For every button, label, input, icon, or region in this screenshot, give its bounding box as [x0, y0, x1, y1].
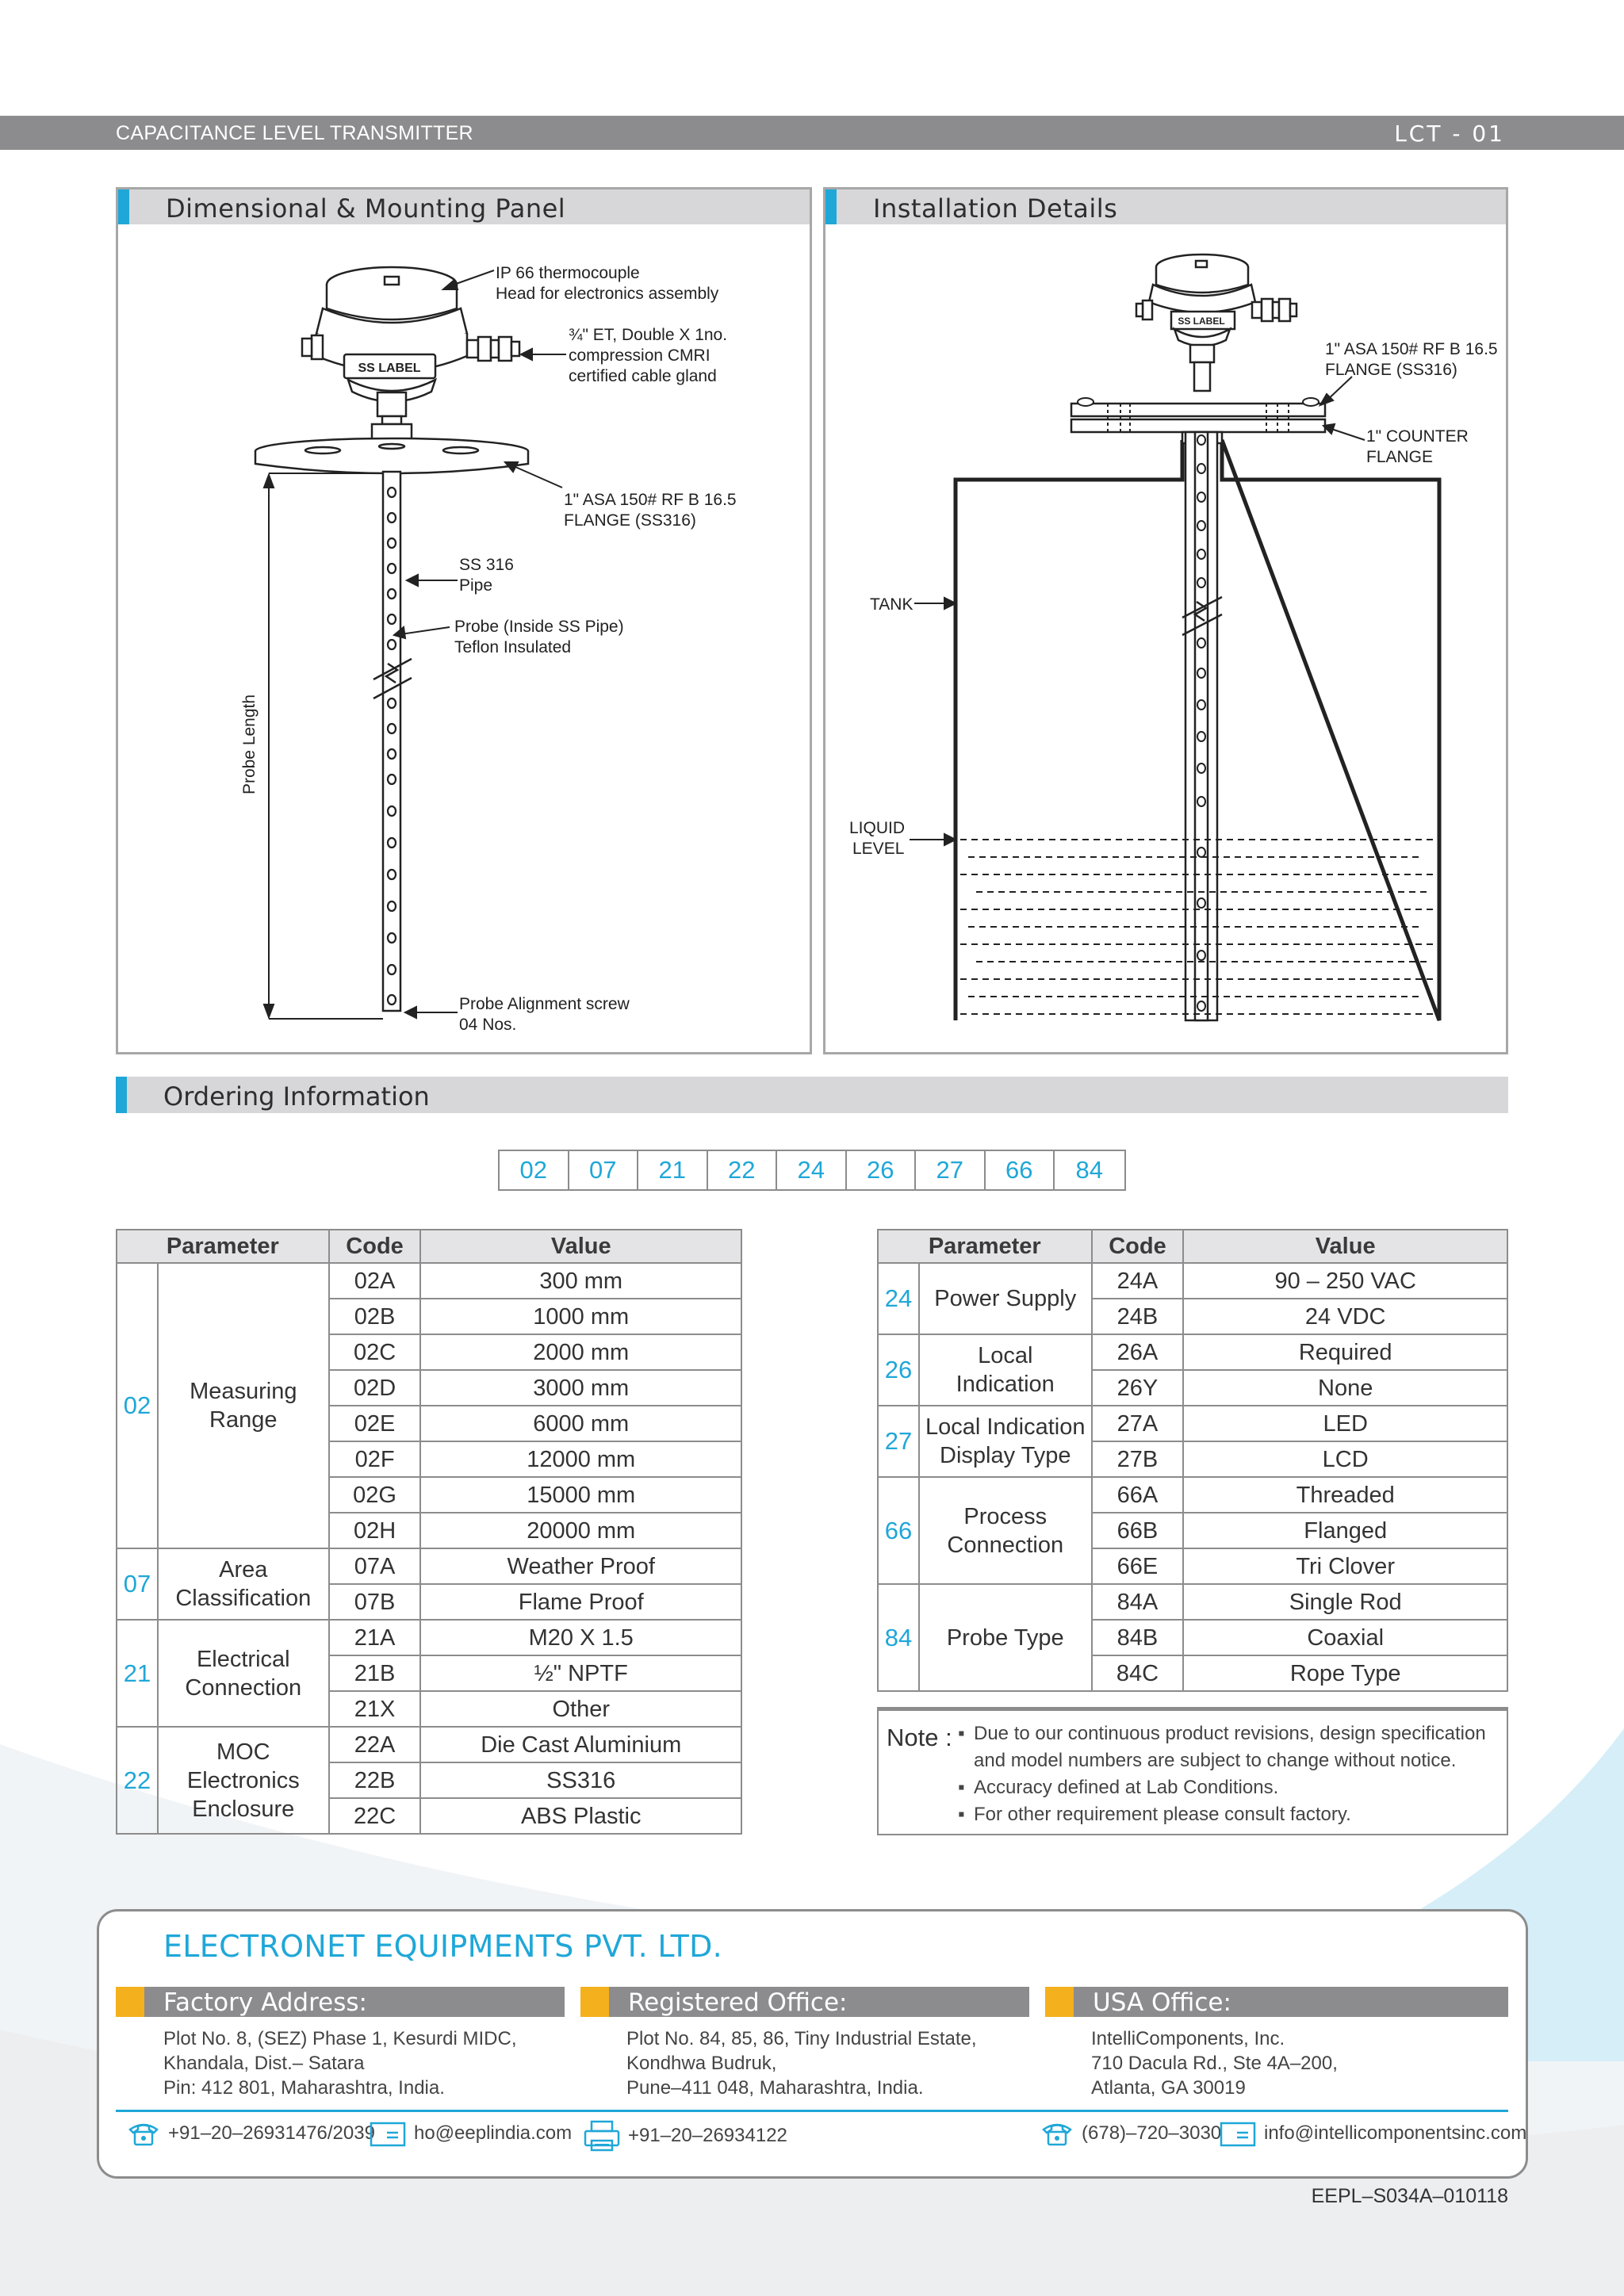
parameter-cell: Local Indication Display Type [919, 1406, 1092, 1477]
group-number: 24 [878, 1263, 919, 1334]
value-cell: Flanged [1183, 1513, 1507, 1548]
note-item: ▪ For other requirement please consult factory. [958, 1804, 1351, 1825]
value-cell: Required [1183, 1334, 1507, 1370]
parameter-cell: Power Supply [919, 1263, 1092, 1334]
table-row [878, 1263, 1507, 1299]
value-cell: Other [420, 1691, 741, 1727]
callout-liquid-2: LEVEL [852, 840, 905, 858]
value-cell: Threaded [1183, 1477, 1507, 1513]
code-cell: 07B [329, 1584, 421, 1620]
usa-email[interactable]: info@intellicomponentsinc.com [1220, 2120, 1526, 2147]
group-number: 07 [117, 1548, 158, 1620]
header-parameter: Parameter [117, 1230, 329, 1263]
note-label: Note : [887, 1724, 952, 1751]
code-cell: 02E [329, 1406, 421, 1441]
callout-tank: TANK [870, 595, 914, 614]
code-cell: 66A [1092, 1477, 1184, 1513]
document-code: EEPL–S034A–010118 [1311, 2185, 1508, 2207]
email-icon [370, 2120, 406, 2147]
factory-address: Plot No. 8, (SEZ) Phase 1, Kesurdi MIDC, Khandala, Dist.– Satara Pin: 412 801, Maharashtra, India. [163, 2028, 517, 2099]
callout-gland-3: certified cable gland [569, 367, 717, 385]
code-cell: 21X [329, 1691, 421, 1727]
callout-counter-2: FLANGE [1366, 448, 1434, 466]
value-cell: 20000 mm [420, 1513, 741, 1548]
probe-length-label: Probe Length [240, 694, 259, 795]
value-cell: 3000 mm [420, 1370, 741, 1406]
table-row [878, 1334, 1507, 1370]
group-number: 21 [117, 1620, 158, 1727]
value-cell: 15000 mm [420, 1477, 741, 1513]
parameter-cell: MOC Electronics Enclosure [158, 1727, 329, 1834]
value-cell: 24 VDC [1183, 1299, 1507, 1334]
callout-screw-2: 04 Nos. [459, 1016, 517, 1034]
code-cell: 21 [638, 1151, 708, 1189]
ordering-table-right [877, 1229, 1508, 1692]
doc-title: CAPACITANCE LEVEL TRANSMITTER [116, 122, 473, 144]
note-item-cont: and model numbers are subject to change without notice. [974, 1750, 1457, 1771]
value-cell: Die Cast Aluminium [420, 1727, 741, 1762]
callout-gland-1: ¾" ET, Double X 1no. [569, 326, 728, 344]
header-bar [0, 116, 1624, 150]
factory-address-header: Factory Address: [116, 1987, 565, 2017]
code-cell: 24 [777, 1151, 847, 1189]
header-code: Code [1092, 1230, 1184, 1263]
code-cell: 02C [329, 1334, 421, 1370]
company-name: ELECTRONET EQUIPMENTS PVT. LTD. [163, 1929, 723, 1964]
value-cell: 12000 mm [420, 1441, 741, 1477]
value-cell: 2000 mm [420, 1334, 741, 1370]
table-row [117, 1727, 741, 1762]
code-cell: 66B [1092, 1513, 1184, 1548]
callout-counter-1: 1" COUNTER [1366, 427, 1469, 446]
note-list [958, 1720, 1486, 1828]
callout-screw-1: Probe Alignment screw [459, 995, 630, 1013]
code-cell: 22A [329, 1727, 421, 1762]
code-cell: 66 [986, 1151, 1055, 1189]
registered-office-header: Registered Office: [580, 1987, 1029, 2017]
value-cell: LED [1183, 1406, 1507, 1441]
callout-flange-2: FLANGE (SS316) [564, 511, 696, 530]
phone-icon [1040, 2120, 1074, 2147]
registered-address: Plot No. 84, 85, 86, Tiny Industrial Estate, Kondhwa Budruk, Pune–411 048, Maharashtra, India. [626, 2028, 977, 2099]
value-cell: Weather Proof [420, 1548, 741, 1584]
factory-phone: +91–20–26931476/2039 [127, 2120, 375, 2147]
ordering-header [116, 1077, 1508, 1113]
value-cell: ½" NPTF [420, 1655, 741, 1691]
group-number: 84 [878, 1584, 919, 1691]
code-cell: 84C [1092, 1655, 1184, 1691]
callout-flange-1: 1" ASA 150# RF B 16.5 [564, 491, 737, 509]
factory-email[interactable]: ho@eeplindia.com [370, 2120, 572, 2147]
footer-divider [116, 2110, 1508, 2112]
note-item: ▪ Accuracy defined at Lab Conditions. [958, 1777, 1279, 1798]
note-box [877, 1707, 1508, 1835]
group-number: 27 [878, 1406, 919, 1477]
header-value: Value [1183, 1230, 1507, 1263]
ss-label-text: SS LABEL [1178, 316, 1225, 327]
table-row [117, 1548, 741, 1584]
value-cell: ABS Plastic [420, 1798, 741, 1834]
parameter-cell: Area Classification [158, 1548, 329, 1620]
code-cell: 66E [1092, 1548, 1184, 1584]
code-cell: 02D [329, 1370, 421, 1406]
code-cell: 02F [329, 1441, 421, 1477]
parameter-cell: Probe Type [919, 1584, 1092, 1691]
header-code: Code [329, 1230, 421, 1263]
code-cell: 02 [500, 1151, 569, 1189]
code-cell: 02G [329, 1477, 421, 1513]
dimensional-panel [116, 187, 812, 1054]
value-cell: Rope Type [1183, 1655, 1507, 1691]
parameter-cell: Electrical Connection [158, 1620, 329, 1727]
callout-pipe-1: SS 316 [459, 556, 514, 574]
group-number: 66 [878, 1477, 919, 1584]
code-cell: 21A [329, 1620, 421, 1655]
table-row [878, 1584, 1507, 1620]
ss-label-text: SS LABEL [358, 362, 421, 375]
table-row [117, 1620, 741, 1655]
code-cell: 26A [1092, 1334, 1184, 1370]
code-cell: 84B [1092, 1620, 1184, 1655]
callout-probe-1: Probe (Inside SS Pipe) [454, 618, 624, 636]
callout-head-2: Head for electronics assembly [496, 285, 719, 303]
probe-drawing [118, 189, 810, 1052]
code-cell: 07 [569, 1151, 639, 1189]
value-cell: 300 mm [420, 1263, 741, 1299]
header-value: Value [420, 1230, 741, 1263]
ordering-table-left [116, 1229, 742, 1835]
usa-address: IntelliComponents, Inc. 710 Dacula Rd., Ste 4A–200, Atlanta, GA 30019 [1091, 2028, 1338, 2099]
code-cell: 02A [329, 1263, 421, 1299]
code-cell: 22C [329, 1798, 421, 1834]
callout-liquid-1: LIQUID [849, 819, 906, 837]
doc-code-header: LCT - 01 [1394, 121, 1505, 147]
code-cell: 27A [1092, 1406, 1184, 1441]
parameter-cell: Measuring Range [158, 1263, 329, 1548]
value-cell: M20 X 1.5 [420, 1620, 741, 1655]
group-number: 26 [878, 1334, 919, 1406]
email-icon [1220, 2120, 1256, 2147]
usa-phone: (678)–720–3030 [1040, 2120, 1221, 2147]
parameter-cell: Process Connection [919, 1477, 1092, 1584]
table-row [117, 1263, 741, 1299]
callout-flange-2: FLANGE (SS316) [1325, 361, 1457, 379]
code-cell: 26 [847, 1151, 917, 1189]
phone-icon [127, 2120, 160, 2147]
value-cell: 1000 mm [420, 1299, 741, 1334]
code-cell: 27 [916, 1151, 986, 1189]
group-number: 22 [117, 1727, 158, 1834]
code-cell: 07A [329, 1548, 421, 1584]
code-cell: 84A [1092, 1584, 1184, 1620]
value-cell: Single Rod [1183, 1584, 1507, 1620]
usa-office-header: USA Office: [1045, 1987, 1508, 2017]
value-cell: Coaxial [1183, 1620, 1507, 1655]
value-cell: 6000 mm [420, 1406, 741, 1441]
installation-panel [823, 187, 1508, 1054]
code-cell: 22 [708, 1151, 778, 1189]
table-row [878, 1406, 1507, 1441]
value-cell: Tri Clover [1183, 1548, 1507, 1584]
header-parameter: Parameter [878, 1230, 1092, 1263]
code-cell: 02H [329, 1513, 421, 1548]
panel-title: Installation Details [873, 193, 1118, 224]
registered-fax: +91–20–26934122 [584, 2120, 787, 2152]
callout-gland-2: compression CMRI [569, 346, 710, 365]
group-number: 02 [117, 1263, 158, 1548]
model-code-strip [498, 1150, 1126, 1191]
callout-head-1: IP 66 thermocouple [496, 264, 640, 282]
callout-probe-2: Teflon Insulated [454, 638, 572, 656]
value-cell: LCD [1183, 1441, 1507, 1477]
tank-drawing [825, 189, 1506, 1052]
code-cell: 26Y [1092, 1370, 1184, 1406]
code-cell: 02B [329, 1299, 421, 1334]
value-cell: SS316 [420, 1762, 741, 1798]
value-cell: None [1183, 1370, 1507, 1406]
code-cell: 27B [1092, 1441, 1184, 1477]
section-title: Ordering Information [163, 1081, 430, 1112]
code-cell: 84 [1075, 1156, 1103, 1184]
table-header-row [117, 1230, 741, 1263]
callout-pipe-2: Pipe [459, 576, 493, 595]
code-cell: 24B [1092, 1299, 1184, 1334]
callout-flange-1: 1" ASA 150# RF B 16.5 [1325, 340, 1498, 358]
code-cell: 22B [329, 1762, 421, 1798]
fax-icon [584, 2120, 620, 2152]
table-header-row [878, 1230, 1507, 1263]
value-cell: Flame Proof [420, 1584, 741, 1620]
panel-title: Dimensional & Mounting Panel [166, 193, 566, 224]
value-cell: 90 – 250 VAC [1183, 1263, 1507, 1299]
code-cell: 21B [329, 1655, 421, 1691]
note-item: ▪ Due to our continuous product revisions, design specification [958, 1723, 1486, 1744]
code-cell: 24A [1092, 1263, 1184, 1299]
parameter-cell: Local Indication [919, 1334, 1092, 1406]
table-row [878, 1477, 1507, 1513]
